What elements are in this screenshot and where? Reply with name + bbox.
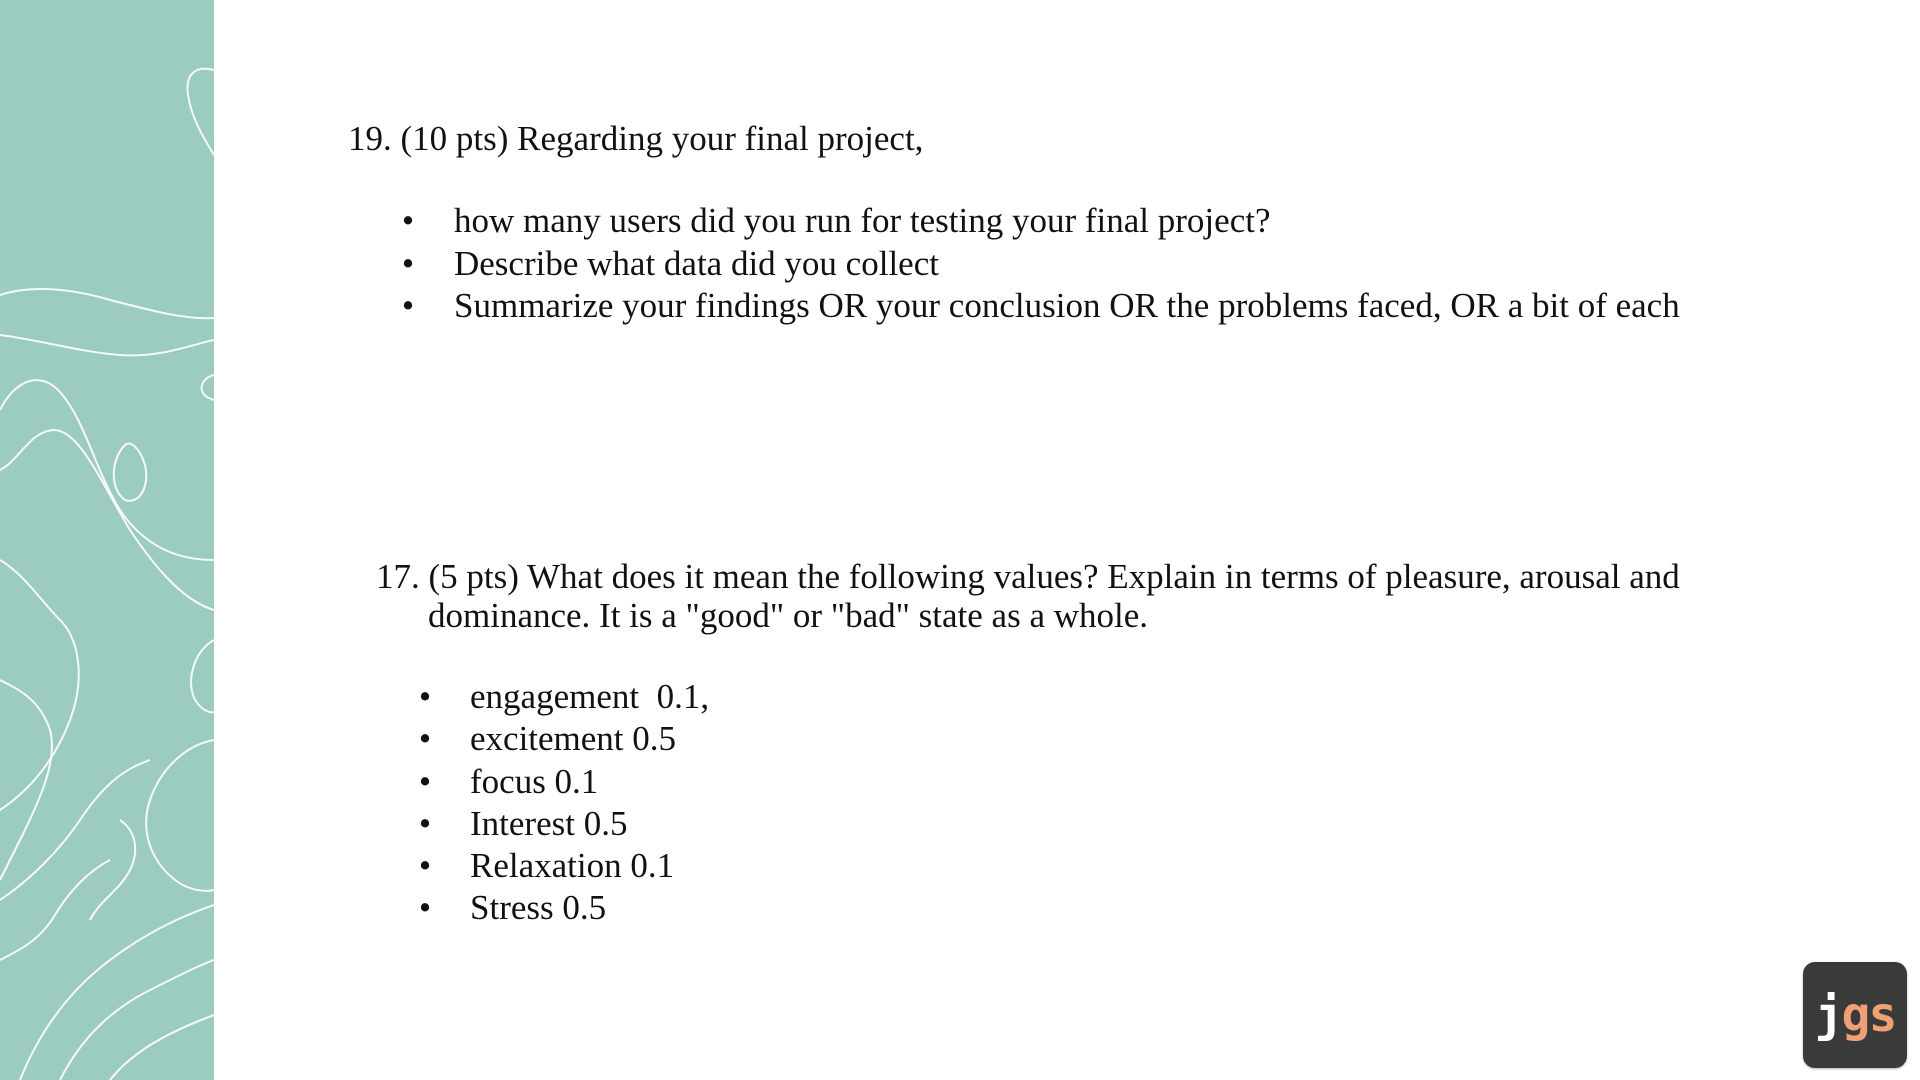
bullet-icon: • <box>418 761 432 801</box>
list-item: • Interest 0.5 <box>415 803 709 845</box>
question-19-bullet-list <box>398 200 1680 328</box>
list-item: • engagement 0.1, <box>415 676 709 718</box>
bullet-icon: • <box>418 846 432 886</box>
list-item: • focus 0.1 <box>415 761 709 803</box>
list-item: • Describe what data did you collect <box>398 243 1680 286</box>
bullet-icon: • <box>418 719 432 759</box>
logo-text-gs: gs <box>1841 987 1896 1043</box>
jgs-logo-icon <box>1803 962 1907 1068</box>
question-17-heading-line-1: 17. (5 pts) What does it mean the following values? Explain in terms of pleasure, arousal and <box>376 557 1680 596</box>
list-item: • how many users did you run for testing your final project? <box>398 200 1680 243</box>
list-item: • excitement 0.5 <box>415 718 709 760</box>
question-17-bullet-list <box>415 676 709 930</box>
decorative-side-panel <box>0 0 214 1080</box>
bullet-icon: • <box>418 803 432 843</box>
question-17-heading <box>376 557 1680 635</box>
bullet-icon: • <box>401 286 415 325</box>
logo-text-j: j <box>1814 987 1842 1043</box>
bullet-icon: • <box>418 677 432 716</box>
bullet-icon: • <box>401 201 415 240</box>
bullet-icon: • <box>418 888 432 928</box>
question-17-heading-line-2: dominance. It is a "good" or "bad" state as a whole. <box>428 596 1149 635</box>
topographic-pattern-icon <box>0 0 214 1080</box>
list-item: • Relaxation 0.1 <box>415 845 709 887</box>
question-19-heading: 19. (10 pts) Regarding your final project, <box>348 119 924 158</box>
bullet-icon: • <box>401 243 415 283</box>
list-item: • Summarize your findings OR your conclusion OR the problems faced, OR a bit of each <box>398 285 1680 328</box>
list-item: • Stress 0.5 <box>415 887 709 929</box>
